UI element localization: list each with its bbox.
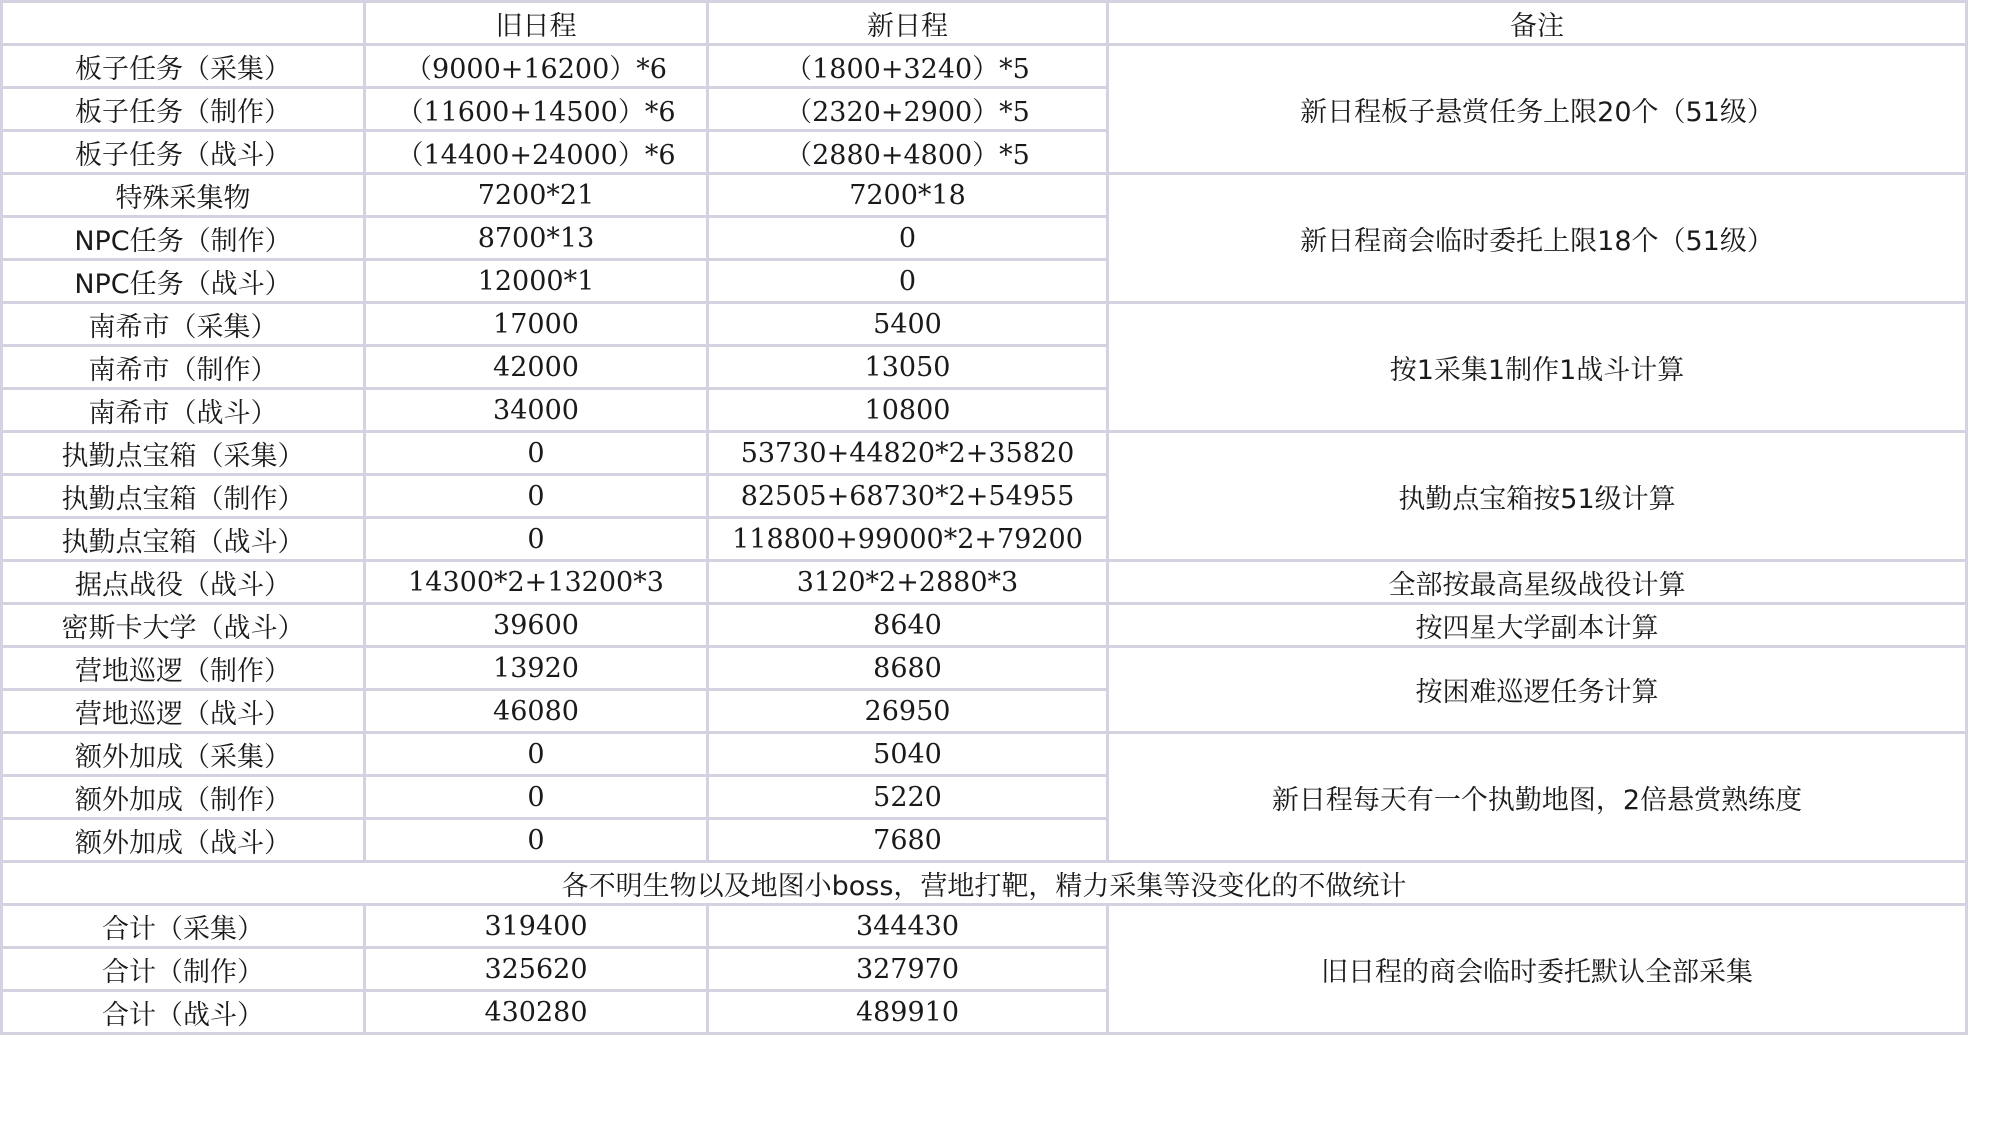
row-label[interactable]: 额外加成（采集）	[2, 733, 365, 776]
new-value-cell[interactable]: 10800	[708, 389, 1108, 432]
row-label[interactable]: 密斯卡大学（战斗）	[2, 604, 365, 647]
note-cell-bonus[interactable]: 新日程每天有一个执勤地图，2倍悬赏熟练度	[1108, 733, 1967, 862]
new-value-cell[interactable]: 5220	[708, 776, 1108, 819]
new-value-cell[interactable]: 7200*18	[708, 174, 1108, 217]
row-label[interactable]: 板子任务（制作）	[2, 88, 365, 131]
new-value-cell[interactable]: 118800+99000*2+79200	[708, 518, 1108, 561]
total-old-value[interactable]: 325620	[365, 948, 708, 991]
old-value-cell[interactable]: 46080	[365, 690, 708, 733]
old-value-cell[interactable]: 39600	[365, 604, 708, 647]
row-label[interactable]: 额外加成（战斗）	[2, 819, 365, 862]
note-cell-university[interactable]: 按四星大学副本计算	[1108, 604, 1967, 647]
new-value-cell[interactable]: 13050	[708, 346, 1108, 389]
old-value-cell[interactable]: 7200*21	[365, 174, 708, 217]
row-label[interactable]: 营地巡逻（战斗）	[2, 690, 365, 733]
old-value-cell[interactable]: （14400+24000）*6	[365, 131, 708, 174]
total-label[interactable]: 合计（战斗）	[2, 991, 365, 1034]
new-value-cell[interactable]: 0	[708, 260, 1108, 303]
new-value-cell[interactable]: 26950	[708, 690, 1108, 733]
row-label[interactable]: 执勤点宝箱（战斗）	[2, 518, 365, 561]
note-cell-nancy[interactable]: 按1采集1制作1战斗计算	[1108, 303, 1967, 432]
old-value-cell[interactable]: 34000	[365, 389, 708, 432]
row-label[interactable]: 营地巡逻（制作）	[2, 647, 365, 690]
new-value-cell[interactable]: （1800+3240）*5	[708, 45, 1108, 88]
header-new-schedule[interactable]: 新日程	[708, 2, 1108, 45]
table-row	[2, 432, 1967, 475]
new-value-cell[interactable]: （2880+4800）*5	[708, 131, 1108, 174]
header-note[interactable]: 备注	[1108, 2, 1967, 45]
table-row	[2, 45, 1967, 88]
row-label[interactable]: 南希市（采集）	[2, 303, 365, 346]
note-cell-npc[interactable]: 新日程商会临时委托上限18个（51级）	[1108, 174, 1967, 303]
total-old-value[interactable]: 430280	[365, 991, 708, 1034]
note-cell-chest[interactable]: 执勤点宝箱按51级计算	[1108, 432, 1967, 561]
old-value-cell[interactable]: （11600+14500）*6	[365, 88, 708, 131]
new-value-cell[interactable]: 3120*2+2880*3	[708, 561, 1108, 604]
old-value-cell[interactable]: 0	[365, 518, 708, 561]
table-row	[2, 303, 1967, 346]
table-row	[2, 561, 1967, 604]
total-label[interactable]: 合计（采集）	[2, 905, 365, 948]
new-value-cell[interactable]: 0	[708, 217, 1108, 260]
new-value-cell[interactable]: 8640	[708, 604, 1108, 647]
row-label[interactable]: 执勤点宝箱（采集）	[2, 432, 365, 475]
note-cell-board[interactable]: 新日程板子悬赏任务上限20个（51级）	[1108, 45, 1967, 174]
old-value-cell[interactable]: （9000+16200）*6	[365, 45, 708, 88]
old-value-cell[interactable]: 8700*13	[365, 217, 708, 260]
new-value-cell[interactable]: 53730+44820*2+35820	[708, 432, 1108, 475]
new-value-cell[interactable]: 5400	[708, 303, 1108, 346]
old-value-cell[interactable]: 14300*2+13200*3	[365, 561, 708, 604]
full-width-note-row	[2, 862, 1967, 905]
new-value-cell[interactable]: 5040	[708, 733, 1108, 776]
note-cell-patrol[interactable]: 按困难巡逻任务计算	[1108, 647, 1967, 733]
total-label[interactable]: 合计（制作）	[2, 948, 365, 991]
old-value-cell[interactable]: 17000	[365, 303, 708, 346]
row-label[interactable]: 板子任务（战斗）	[2, 131, 365, 174]
new-value-cell[interactable]: 82505+68730*2+54955	[708, 475, 1108, 518]
header-row	[2, 2, 1967, 45]
old-value-cell[interactable]: 42000	[365, 346, 708, 389]
table-row	[2, 174, 1967, 217]
note-cell-totals[interactable]: 旧日程的商会临时委托默认全部采集	[1108, 905, 1967, 1034]
table-row	[2, 733, 1967, 776]
old-value-cell[interactable]: 0	[365, 776, 708, 819]
new-value-cell[interactable]: 8680	[708, 647, 1108, 690]
row-label[interactable]: 执勤点宝箱（制作）	[2, 475, 365, 518]
row-label[interactable]: NPC任务（战斗）	[2, 260, 365, 303]
row-label[interactable]: NPC任务（制作）	[2, 217, 365, 260]
new-value-cell[interactable]: 7680	[708, 819, 1108, 862]
old-value-cell[interactable]: 0	[365, 733, 708, 776]
table-row	[2, 647, 1967, 690]
corner-cell[interactable]	[2, 2, 365, 45]
row-label[interactable]: 板子任务（采集）	[2, 45, 365, 88]
total-new-value[interactable]: 344430	[708, 905, 1108, 948]
old-value-cell[interactable]: 0	[365, 432, 708, 475]
note-cell-stronghold[interactable]: 全部按最高星级战役计算	[1108, 561, 1967, 604]
row-label[interactable]: 南希市（战斗）	[2, 389, 365, 432]
old-value-cell[interactable]: 13920	[365, 647, 708, 690]
table-row	[2, 604, 1967, 647]
total-old-value[interactable]: 319400	[365, 905, 708, 948]
header-old-schedule[interactable]: 旧日程	[365, 2, 708, 45]
full-width-note[interactable]: 各不明生物以及地图小boss，营地打靶，精力采集等没变化的不做统计	[2, 862, 1967, 905]
row-label[interactable]: 据点战役（战斗）	[2, 561, 365, 604]
row-label[interactable]: 南希市（制作）	[2, 346, 365, 389]
row-label[interactable]: 额外加成（制作）	[2, 776, 365, 819]
row-label[interactable]: 特殊采集物	[2, 174, 365, 217]
old-value-cell[interactable]: 0	[365, 475, 708, 518]
new-value-cell[interactable]: （2320+2900）*5	[708, 88, 1108, 131]
total-new-value[interactable]: 489910	[708, 991, 1108, 1034]
old-value-cell[interactable]: 0	[365, 819, 708, 862]
old-value-cell[interactable]: 12000*1	[365, 260, 708, 303]
total-row	[2, 905, 1967, 948]
total-new-value[interactable]: 327970	[708, 948, 1108, 991]
